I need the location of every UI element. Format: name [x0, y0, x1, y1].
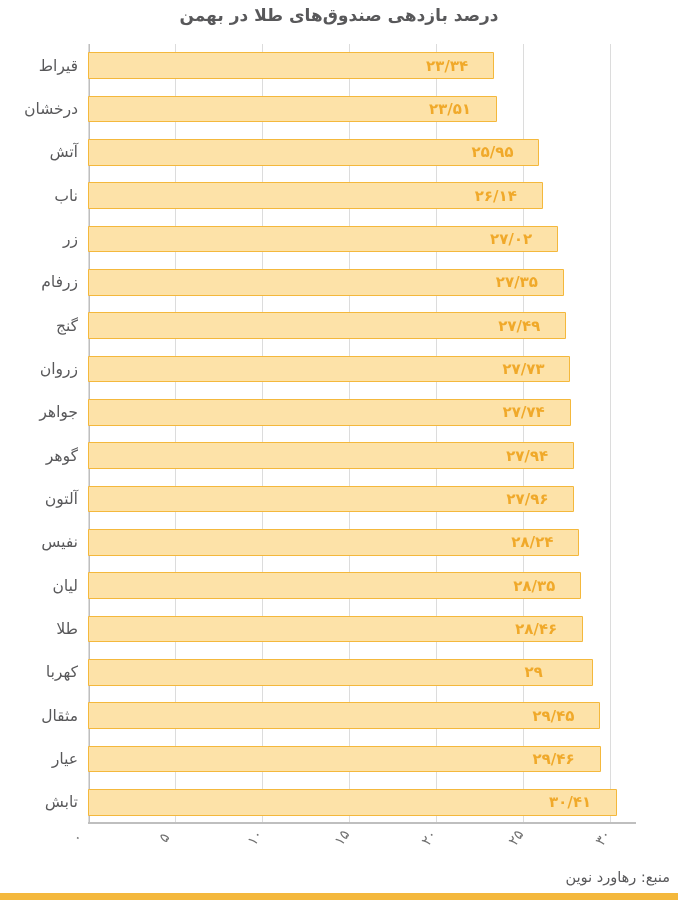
accent-bar	[0, 893, 678, 900]
bar-row	[52, 572, 636, 599]
category-label: آتش	[49, 143, 78, 162]
category-label: جواهر	[39, 403, 78, 422]
bar-row	[51, 746, 636, 773]
bar-rows	[24, 44, 636, 824]
x-tick-label: ۵	[156, 830, 174, 846]
category-label: گنج	[55, 316, 78, 335]
category-label: قیراط	[38, 56, 78, 75]
bar-value-label: ۲۹/۴۶	[532, 749, 575, 768]
bar-value-label: ۲۷/۴۹	[498, 316, 541, 335]
bar-value-label: ۲۷/۳۵	[495, 273, 538, 292]
category-label: گوهر	[45, 446, 78, 465]
category-label: ناب	[54, 186, 78, 205]
bar[interactable]	[88, 399, 571, 426]
x-tick-label: ۲۰	[418, 827, 441, 849]
bar-row	[45, 659, 636, 686]
x-tick-label: ۳۰	[592, 827, 615, 849]
bar-value-label: ۲۹/۴۵	[532, 706, 575, 725]
bar-value-label: ۲۷/۰۲	[490, 229, 533, 248]
x-tick-label: ۱۵	[331, 827, 354, 849]
bar[interactable]	[88, 702, 600, 729]
bar[interactable]	[88, 529, 579, 556]
x-tick-label: ۰	[69, 830, 87, 846]
bar-row	[54, 182, 636, 209]
bar[interactable]	[88, 486, 574, 513]
bar-value-label: ۲۷/۷۴	[502, 403, 545, 422]
bar-row	[38, 52, 636, 79]
bar-row	[49, 139, 636, 166]
bar-value-label: ۲۸/۴۶	[515, 619, 558, 638]
category-label: زرفام	[41, 273, 78, 292]
bar-row	[39, 356, 636, 383]
bar-value-label: ۲۹	[524, 663, 543, 682]
bar-row	[41, 702, 636, 729]
bar[interactable]	[88, 659, 593, 686]
bar[interactable]	[88, 312, 566, 339]
bar[interactable]	[88, 442, 574, 469]
category-label: زر	[63, 229, 78, 248]
category-label: طلا	[56, 619, 78, 638]
category-label: زروان	[39, 359, 78, 378]
bar-value-label: ۲۶/۱۴	[474, 186, 517, 205]
bar-value-label: ۲۸/۳۵	[513, 576, 556, 595]
category-label: آلتون	[44, 489, 78, 508]
bar-row	[41, 529, 636, 556]
bar-value-label: ۲۳/۳۴	[426, 56, 469, 75]
category-label: عیار	[51, 749, 78, 768]
x-axis-ticks	[69, 824, 636, 874]
bar-row	[44, 486, 636, 513]
bar-row	[44, 789, 636, 816]
bar-value-label: ۲۵/۹۵	[471, 143, 514, 162]
bar-row	[41, 269, 636, 296]
bar-value-label: ۲۸/۲۴	[511, 533, 554, 552]
category-label: تابش	[44, 793, 78, 812]
bar[interactable]	[88, 269, 564, 296]
bar[interactable]	[88, 616, 583, 643]
bar-row	[63, 226, 636, 253]
chart-title: درصد بازدهی صندوق‌های طلا در بهمن	[179, 6, 499, 26]
x-tick-label: ۲۵	[505, 827, 528, 849]
bar-value-label: ۲۷/۷۳	[502, 359, 545, 378]
bar-value-label: ۲۷/۹۴	[506, 446, 549, 465]
bar-value-label: ۲۷/۹۶	[506, 489, 549, 508]
category-label: لیان	[52, 576, 78, 595]
bar-row	[45, 442, 636, 469]
category-label: درخشان	[24, 99, 78, 118]
bar-row	[24, 96, 636, 123]
category-label: مثقال	[41, 706, 78, 725]
bar-value-label: ۳۰/۴۱	[549, 793, 592, 812]
bar-row	[39, 399, 636, 426]
bar[interactable]	[88, 572, 581, 599]
bar-row	[55, 312, 636, 339]
bar[interactable]	[88, 226, 558, 253]
bar-row	[56, 616, 636, 643]
x-tick-label: ۱۰	[244, 827, 267, 849]
bar[interactable]	[88, 746, 601, 773]
bar[interactable]	[88, 356, 570, 383]
bar-value-label: ۲۳/۵۱	[428, 99, 472, 118]
bar[interactable]	[88, 789, 617, 816]
plot-area	[24, 44, 636, 824]
source-note: منبع: رهاورد نوین	[565, 870, 670, 886]
category-label: نفیس	[41, 533, 78, 552]
category-label: کهربا	[45, 663, 78, 682]
